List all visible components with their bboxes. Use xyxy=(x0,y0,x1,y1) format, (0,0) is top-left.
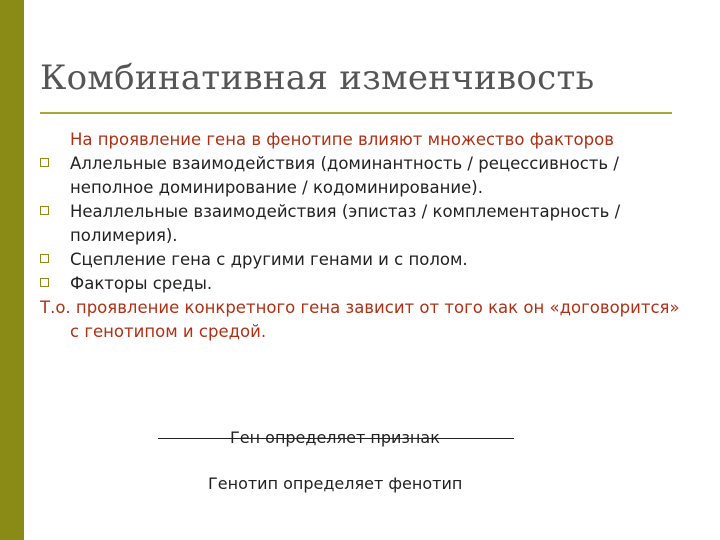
left-accent-bar xyxy=(0,0,24,540)
intro-text: На проявление гена в фенотипе влияют множество факторов xyxy=(70,130,614,149)
hollow-square-icon xyxy=(40,278,49,287)
conclusion-text: Т.о. проявление конкретного гена зависит от того как он «договорится» с генотипом и средой. xyxy=(40,298,680,341)
gene-statement: Ген определяет признак xyxy=(230,428,440,447)
bullet-text: Факторы среды. xyxy=(70,274,213,293)
genotype-statement: Генотип определяет фенотип xyxy=(208,474,463,493)
bullet-item xyxy=(40,248,680,272)
hollow-square-icon xyxy=(40,206,49,215)
bullet-text: Неаллельные взаимодействия (эпистаз / комплементарность / полимерия). xyxy=(70,202,621,245)
slide-body xyxy=(40,128,680,344)
bullet-item xyxy=(40,152,680,200)
bullet-item xyxy=(40,272,680,296)
title-divider xyxy=(40,112,672,114)
hollow-square-icon xyxy=(40,158,49,167)
slide-title: Комбинативная изменчивость xyxy=(40,58,595,98)
bullet-text: Аллельные взаимодействия (доминантность / рецессивность / неполное доминирование / кодоминирование). xyxy=(70,154,619,197)
bullet-text: Сцепление гена с другими генами и с полом. xyxy=(70,250,468,269)
hollow-square-icon xyxy=(40,254,49,263)
strikethrough-line xyxy=(158,438,514,439)
bullet-item xyxy=(40,200,680,248)
